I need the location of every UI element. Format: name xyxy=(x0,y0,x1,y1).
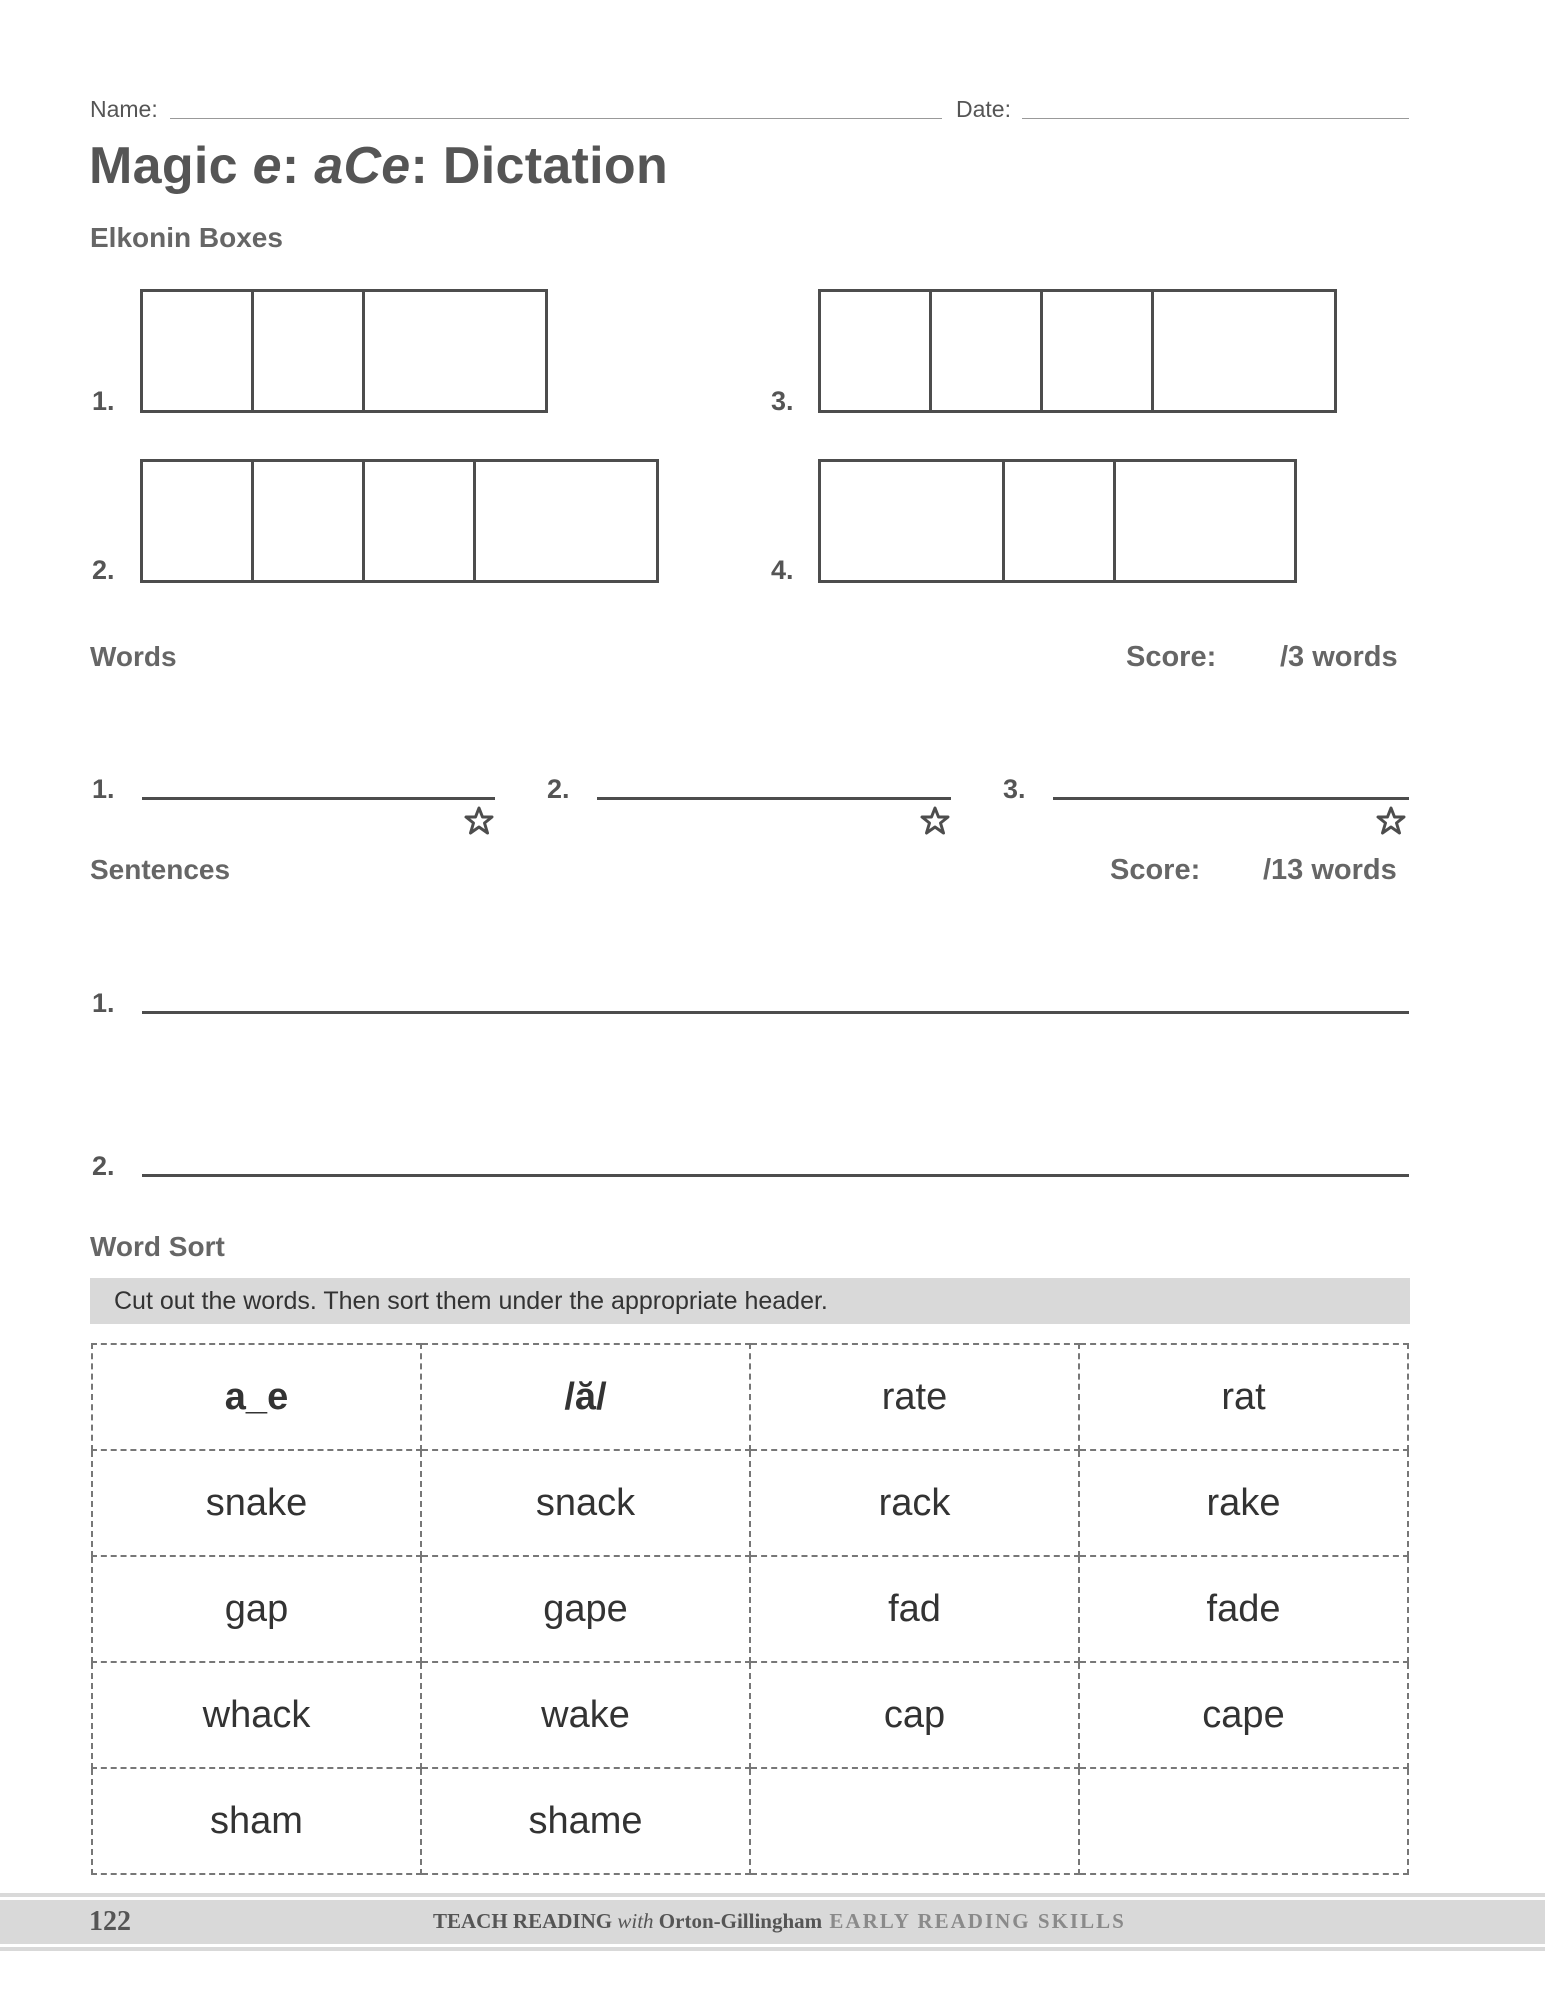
elkonin-box[interactable] xyxy=(821,292,932,410)
sentences-score-label: Score: xyxy=(1110,854,1201,886)
table-row xyxy=(92,1768,1408,1874)
elkonin-number-1: 1. xyxy=(92,386,115,416)
sort-card[interactable]: rate xyxy=(750,1344,1079,1450)
words-score-value: /3 words xyxy=(1280,641,1398,673)
word-answer-line-2[interactable] xyxy=(597,797,951,800)
sentence-number-1: 1. xyxy=(92,988,115,1018)
date-label: Date: xyxy=(956,96,1011,122)
elkonin-box[interactable] xyxy=(143,462,254,580)
sort-card[interactable]: snack xyxy=(421,1450,750,1556)
elkonin-box[interactable] xyxy=(1005,462,1116,580)
page-title xyxy=(89,136,668,196)
word-number-3: 3. xyxy=(1003,774,1026,804)
words-heading: Words xyxy=(90,641,177,672)
sentences-score-value: /13 words xyxy=(1263,854,1397,886)
book-title-part-3: Orton-Gillingham xyxy=(658,1909,823,1933)
elkonin-box[interactable] xyxy=(143,292,254,410)
elkonin-number-4: 4. xyxy=(771,555,794,585)
sentence-answer-line-1[interactable] xyxy=(142,1011,1409,1014)
sort-card[interactable]: gape xyxy=(421,1556,750,1662)
elkonin-boxes-2[interactable] xyxy=(140,459,659,583)
elkonin-box[interactable] xyxy=(365,292,545,410)
sort-card[interactable]: whack xyxy=(92,1662,421,1768)
elkonin-box[interactable] xyxy=(476,462,656,580)
sort-card-empty xyxy=(750,1768,1079,1874)
sort-card[interactable]: sham xyxy=(92,1768,421,1874)
elkonin-box[interactable] xyxy=(1154,292,1334,410)
book-title-part-1: TEACH READING xyxy=(433,1909,613,1933)
sort-card[interactable]: a_e xyxy=(92,1344,421,1450)
book-title-part-2: with xyxy=(612,1909,659,1933)
sort-card[interactable]: wake xyxy=(421,1662,750,1768)
page-number: 122 xyxy=(89,1906,131,1937)
title-text-4: aCe xyxy=(314,137,411,195)
date-field[interactable] xyxy=(1022,118,1409,119)
sort-card[interactable]: /ă/ xyxy=(421,1344,750,1450)
title-text-5: : Dictation xyxy=(410,137,669,195)
title-text-3: : xyxy=(281,137,315,195)
elkonin-box[interactable] xyxy=(365,462,476,580)
star-icon xyxy=(463,805,495,837)
word-sort-heading: Word Sort xyxy=(90,1231,225,1262)
sort-card[interactable]: rat xyxy=(1079,1344,1408,1450)
elkonin-box[interactable] xyxy=(932,292,1043,410)
title-text-1: Magic xyxy=(89,137,253,195)
sort-card[interactable]: fad xyxy=(750,1556,1079,1662)
table-row xyxy=(92,1556,1408,1662)
sort-card-empty xyxy=(1079,1768,1408,1874)
book-title xyxy=(433,1909,1126,1934)
word-sort-instruction: Cut out the words. Then sort them under the appropriate header. xyxy=(90,1278,1410,1324)
sort-card[interactable]: cape xyxy=(1079,1662,1408,1768)
sort-card[interactable]: shame xyxy=(421,1768,750,1874)
book-title-part-4: EARLY READING SKILLS xyxy=(822,1909,1126,1933)
sort-card[interactable]: gap xyxy=(92,1556,421,1662)
elkonin-number-2: 2. xyxy=(92,555,115,585)
sentences-heading: Sentences xyxy=(90,854,231,885)
name-field[interactable] xyxy=(170,118,942,119)
sort-card[interactable]: snake xyxy=(92,1450,421,1556)
word-answer-line-3[interactable] xyxy=(1053,797,1409,800)
table-row xyxy=(92,1662,1408,1768)
table-row xyxy=(92,1450,1408,1556)
elkonin-number-3: 3. xyxy=(771,386,794,416)
elkonin-boxes-4[interactable] xyxy=(818,459,1297,583)
table-row xyxy=(92,1344,1408,1450)
word-number-2: 2. xyxy=(547,774,570,804)
word-number-1: 1. xyxy=(92,774,115,804)
sort-card[interactable]: rack xyxy=(750,1450,1079,1556)
title-text-2: e xyxy=(252,137,282,195)
name-label: Name: xyxy=(90,96,158,122)
elkonin-box[interactable] xyxy=(1043,292,1154,410)
words-score-label: Score: xyxy=(1126,641,1217,673)
footer-rule-bottom xyxy=(0,1947,1545,1951)
elkonin-heading: Elkonin Boxes xyxy=(90,222,283,253)
sentence-number-2: 2. xyxy=(92,1151,115,1181)
word-answer-line-1[interactable] xyxy=(142,797,495,800)
word-sort-table xyxy=(91,1343,1409,1875)
sort-card[interactable]: cap xyxy=(750,1662,1079,1768)
footer-rule-top xyxy=(0,1893,1545,1897)
elkonin-box[interactable] xyxy=(821,462,1005,580)
star-icon xyxy=(919,805,951,837)
star-icon xyxy=(1375,805,1407,837)
sort-card[interactable]: rake xyxy=(1079,1450,1408,1556)
elkonin-box[interactable] xyxy=(254,292,365,410)
elkonin-box[interactable] xyxy=(1116,462,1294,580)
elkonin-boxes-1[interactable] xyxy=(140,289,548,413)
elkonin-boxes-3[interactable] xyxy=(818,289,1337,413)
sentence-answer-line-2[interactable] xyxy=(142,1174,1409,1177)
elkonin-box[interactable] xyxy=(254,462,365,580)
sort-card[interactable]: fade xyxy=(1079,1556,1408,1662)
